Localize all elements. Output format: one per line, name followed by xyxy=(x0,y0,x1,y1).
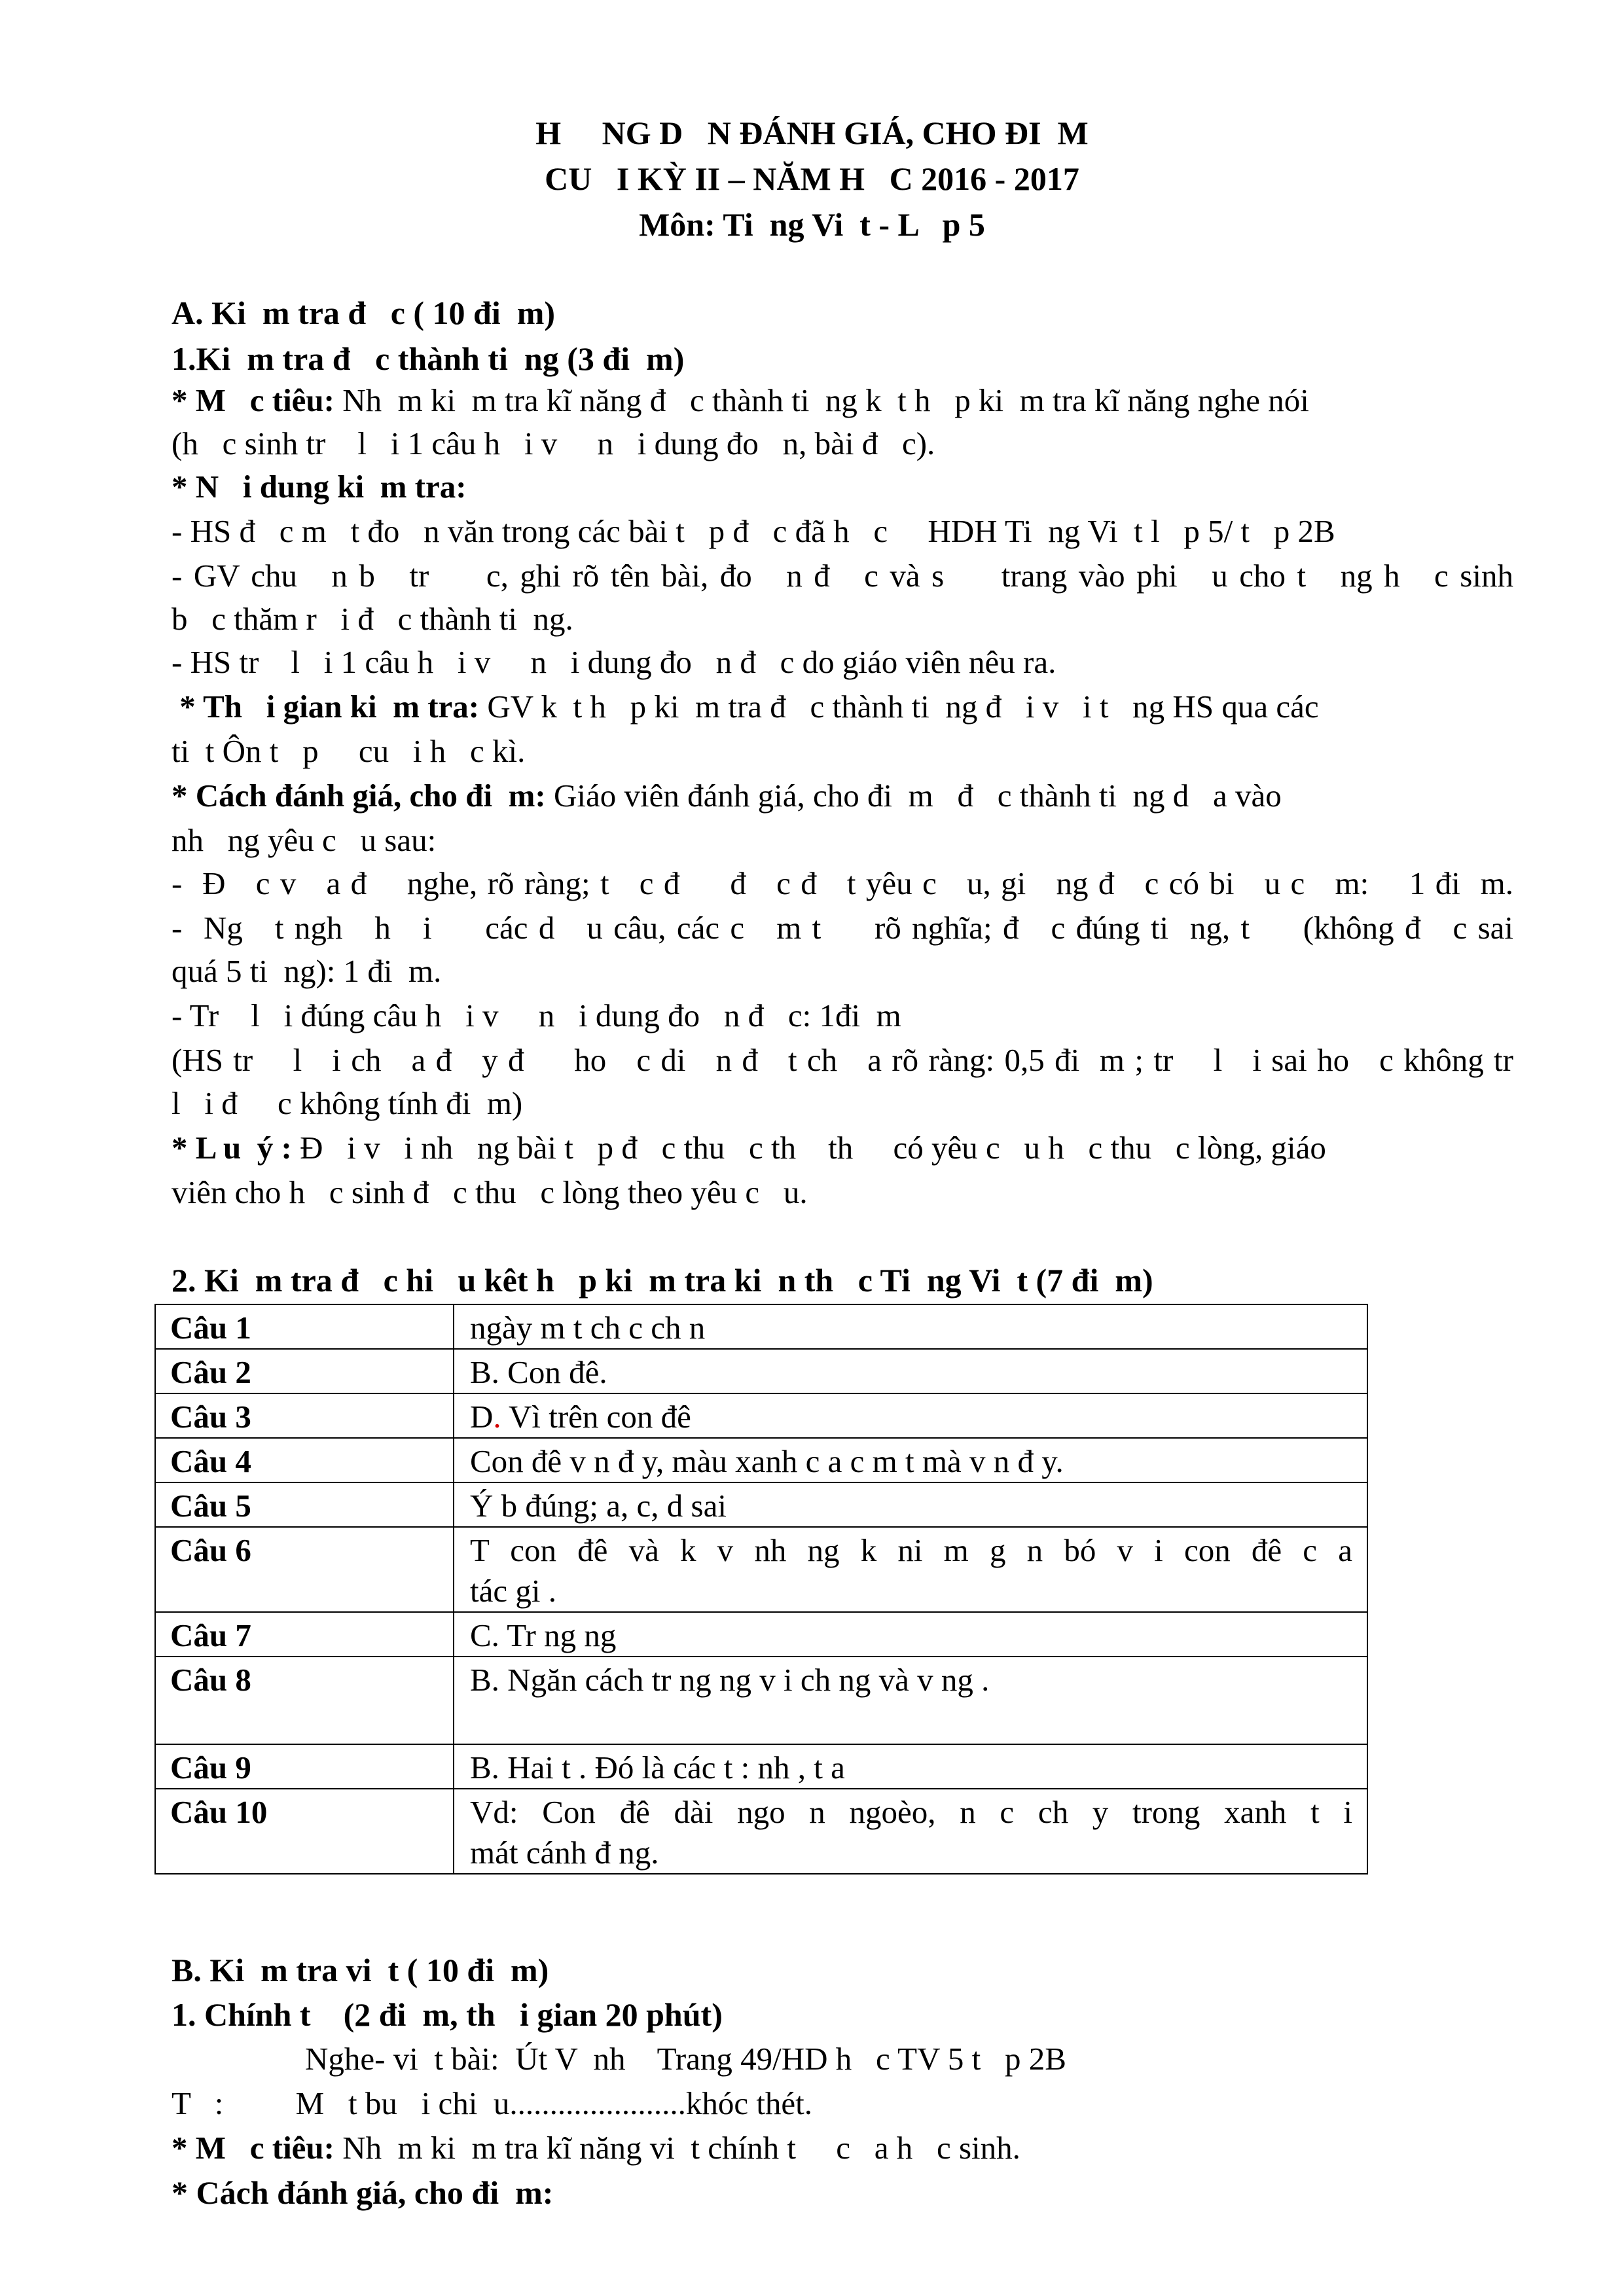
answer-cell: B. Ngăn cách tr ng ng v i ch ng và v ng . xyxy=(454,1657,1367,1744)
table-row xyxy=(155,1612,1367,1657)
table-row xyxy=(155,1349,1367,1393)
criterion-3: - Tr l i đúng câu h i v n i dung đo n đ c: 1đi m xyxy=(171,997,901,1033)
noi-dung-item-2b: b c thăm r i đ c thành ti ng. xyxy=(171,601,573,637)
b-cach-danh-gia-label: * Cách đánh giá, cho đi m: xyxy=(171,2174,554,2211)
answer-text-line1: Vd: Con đê dài ngo n ngoèo, n c ch y trong xanh t i xyxy=(470,1794,1352,1830)
muc-tieu-label: * M c tiêu: xyxy=(171,382,334,418)
cach-danh-gia-label: * Cách đánh giá, cho đi m: xyxy=(171,778,546,814)
cach-danh-gia-line2: nh ng yêu c u sau: xyxy=(171,822,437,858)
answer-cell xyxy=(454,1527,1367,1612)
tu-line: T : M t bu i chi u......................khóc thét. xyxy=(171,2085,813,2121)
question-cell: Câu 3 xyxy=(155,1393,454,1438)
luu-y-line1 xyxy=(171,1128,1326,1168)
luu-y-text: Đ i v i nh ng bài t p đ c thu c th th có yêu c u h c thu c lòng, giáo xyxy=(291,1130,1326,1166)
table-row xyxy=(155,1657,1367,1744)
luu-y-label: * L u ý : xyxy=(171,1130,292,1166)
criterion-4b: l i đ c không tính đi m) xyxy=(171,1085,523,1121)
section-b-heading: B. Ki m tra vi t ( 10 đi m) xyxy=(171,1952,549,1988)
answer-table xyxy=(154,1304,1368,1874)
doc-title-line3: Môn: Ti ng Vi t - L p 5 xyxy=(639,206,985,243)
section-b-part1-heading: 1. Chính t (2 đi m, th i gian 20 phút) xyxy=(171,1996,723,2033)
answer-cell: ngày m t ch c ch n xyxy=(454,1304,1367,1349)
thoi-gian-line2: ti t Ôn t p cu i h c kì. xyxy=(171,733,526,769)
answer-prefix: D xyxy=(470,1399,494,1435)
muc-tieu-text: Nh m ki m tra kĩ năng đ c thành ti ng k t h p ki m tra kĩ năng nghe nói xyxy=(334,382,1309,418)
table-row xyxy=(155,1744,1367,1789)
answer-text-line2: tác gi . xyxy=(470,1573,556,1609)
question-cell: Câu 7 xyxy=(155,1612,454,1657)
table-row xyxy=(155,1527,1367,1612)
thoi-gian-text: GV k t h p ki m tra đ c thành ti ng đ i v i t ng HS qua các xyxy=(479,689,1319,725)
b-muc-tieu-line xyxy=(171,2128,1020,2168)
answer-cell: Ý b đúng; a, c, d sai xyxy=(454,1482,1367,1527)
answer-text: Vì trên con đê xyxy=(501,1399,691,1435)
question-cell: Câu 6 xyxy=(155,1527,454,1612)
muc-tieu-line1 xyxy=(171,381,1309,420)
thoi-gian-line1 xyxy=(171,687,1319,726)
answer-cell xyxy=(454,1393,1367,1438)
criterion-2b: quá 5 ti ng): 1 đi m. xyxy=(171,953,442,989)
luu-y-line2: viên cho h c sinh đ c thu c lòng theo yêu c u. xyxy=(171,1174,808,1210)
table-row xyxy=(155,1789,1367,1874)
criterion-2a: - Ng t ngh h i các d u câu, các c m t rõ nghĩa; đ c đúng ti ng, t (không đ c sai xyxy=(171,910,1513,946)
noi-dung-item-3: - HS tr l i 1 câu h i v n i dung đo n đ c do giáo viên nêu ra. xyxy=(171,644,1056,680)
answer-text-line2: mát cánh đ ng. xyxy=(470,1835,659,1871)
b-muc-tieu-text: Nh m ki m tra kĩ năng vi t chính t c a h c sinh. xyxy=(334,2130,1020,2166)
answer-cell: C. Tr ng ng xyxy=(454,1612,1367,1657)
doc-title-line2: CU I KỲ II – NĂM H C 2016 - 2017 xyxy=(545,160,1079,197)
answer-cell: B. Hai t . Đó là các t : nh , t a xyxy=(454,1744,1367,1789)
question-cell: Câu 8 xyxy=(155,1657,454,1744)
question-cell: Câu 10 xyxy=(155,1789,454,1874)
question-cell: Câu 5 xyxy=(155,1482,454,1527)
b-muc-tieu-label: * M c tiêu: xyxy=(171,2130,334,2166)
criterion-1: - Đ c v a đ nghe, rõ ràng; t c đ đ c đ t yêu c u, gi ng đ c có bi u c m: 1 đi m. xyxy=(171,865,1513,901)
nghe-viet-line: Nghe- vi t bài: Út V nh Trang 49/HD h c TV 5 t p 2B xyxy=(305,2041,1066,2077)
noi-dung-item-1: - HS đ c m t đo n văn trong các bài t p đ c đã h c HDH Ti ng Vi t l p 5/ t p 2B xyxy=(171,513,1335,549)
section-a-heading: A. Ki m tra đ c ( 10 đi m) xyxy=(171,295,556,331)
table-row xyxy=(155,1304,1367,1349)
table-row xyxy=(155,1393,1367,1438)
noi-dung-label: * N i dung ki m tra: xyxy=(171,469,467,505)
cach-danh-gia-line1 xyxy=(171,776,1282,816)
answer-red-mark: . xyxy=(493,1399,501,1435)
answer-cell: B. Con đê. xyxy=(454,1349,1367,1393)
question-cell: Câu 9 xyxy=(155,1744,454,1789)
noi-dung-item-2a: - GV chu n b tr c, ghi rõ tên bài, đo n đ c và s trang vào phi u cho t ng h c sinh xyxy=(171,558,1513,594)
table-row xyxy=(155,1438,1367,1482)
answer-cell: Con đê v n đ y, màu xanh c a c m t mà v n đ y. xyxy=(454,1438,1367,1482)
answer-cell xyxy=(454,1789,1367,1874)
part2-heading: 2. Ki m tra đ c hi u kêt h p ki m tra ki n th c Ti ng Vi t (7 đi m) xyxy=(171,1262,1153,1299)
part1-heading: 1.Ki m tra đ c thành ti ng (3 đi m) xyxy=(171,340,685,377)
criterion-4a: (HS tr l i ch a đ y đ ho c di n đ t ch a rõ ràng: 0,5 đi m ; tr l i sai ho c không tr xyxy=(171,1042,1513,1078)
muc-tieu-line2: (h c sinh tr l i 1 câu h i v n i dung đo n, bài đ c). xyxy=(171,425,935,461)
question-cell: Câu 2 xyxy=(155,1349,454,1393)
doc-title-line1: H NG D N ĐÁNH GIÁ, CHO ĐI M xyxy=(535,115,1089,151)
table-row xyxy=(155,1482,1367,1527)
question-cell: Câu 1 xyxy=(155,1304,454,1349)
answer-text-line1: T con đê và k v nh ng k ni m g n bó v i con đê c a xyxy=(470,1532,1352,1568)
thoi-gian-label: * Th i gian ki m tra: xyxy=(171,689,480,725)
question-cell: Câu 4 xyxy=(155,1438,454,1482)
cach-danh-gia-text: Giáo viên đánh giá, cho đi m đ c thành ti ng d a vào xyxy=(545,778,1282,814)
